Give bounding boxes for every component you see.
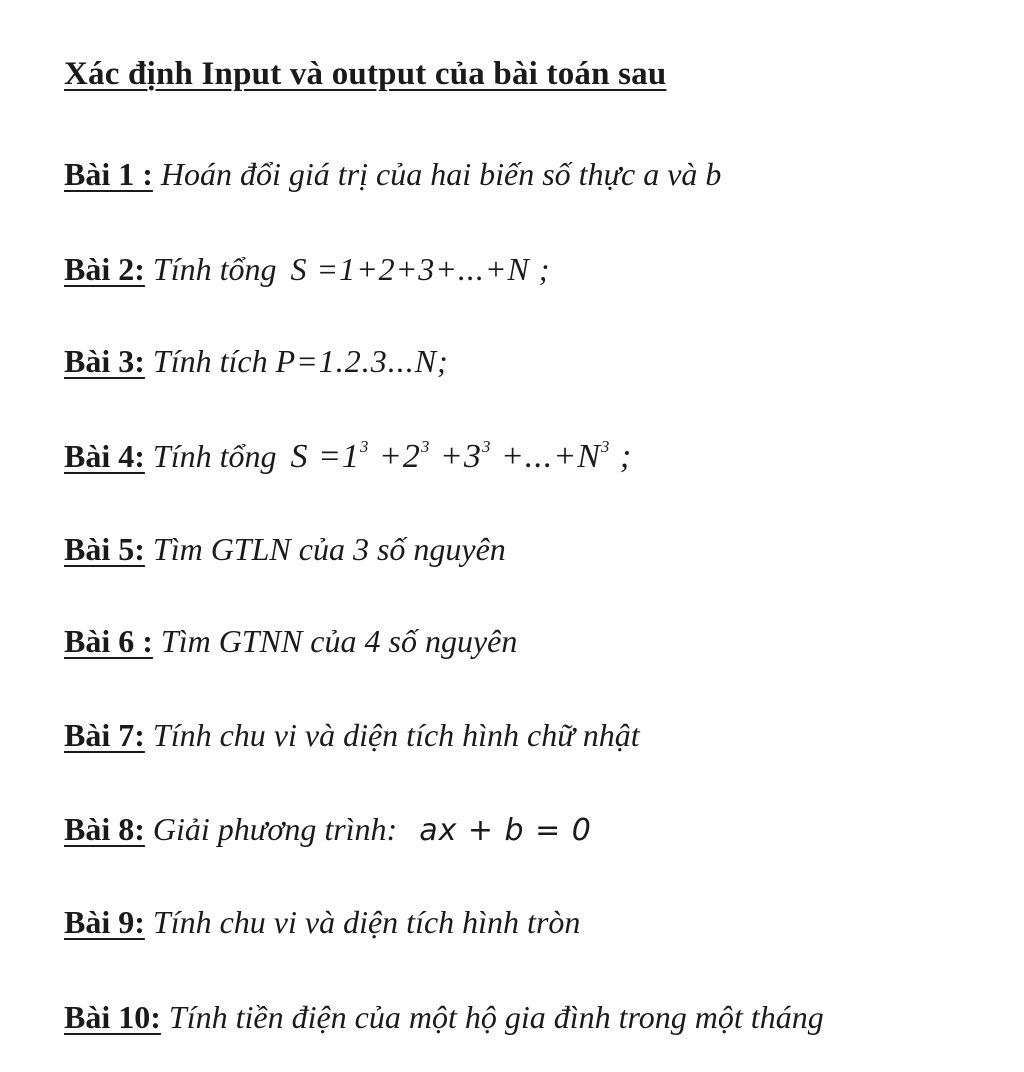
exercise-text: Tính chu vi và diện tích hình chữ nhật (152, 717, 640, 753)
formula-part: ; (610, 438, 633, 475)
exercise-text: Hoán đổi giá trị của hai biến số thực a và b (160, 156, 722, 192)
formula-part: +2 (369, 438, 421, 475)
exercise-label: Bài 9: (64, 904, 145, 940)
exponent: 3 (481, 437, 492, 456)
formula-part: S =1 (290, 438, 360, 475)
exercise-10 (64, 998, 824, 1036)
exercise-label: Bài 8: (64, 811, 145, 847)
exercise-2 (64, 250, 550, 288)
exercise-label: Bài 1 : (64, 156, 153, 192)
formula: P=1.2.3...N; (275, 343, 449, 379)
exercise-label: Bài 5: (64, 531, 145, 567)
exercise-7 (64, 716, 640, 754)
exercise-text: Tính tổng (152, 438, 277, 474)
exercise-label: Bài 4: (64, 438, 145, 474)
exercise-text: Tính tiền điện của một hộ gia đình trong một tháng (168, 999, 824, 1035)
exercise-3 (64, 342, 449, 380)
exercise-4 (64, 437, 632, 478)
formula-part: +3 (430, 438, 482, 475)
exponent: 3 (600, 437, 611, 456)
exercise-text: Tìm GTNN của 4 số nguyên (160, 623, 518, 659)
exercise-text: Tính chu vi và diện tích hình tròn (152, 904, 581, 940)
exercise-label: Bài 2: (64, 251, 145, 287)
formula (290, 438, 632, 475)
formula-part: +...+N (491, 438, 601, 475)
exercise-label: Bài 10: (64, 999, 161, 1035)
formula: ax + b = 0 (419, 813, 592, 848)
exercise-text: Tính tổng (152, 251, 277, 287)
exercise-label: Bài 6 : (64, 623, 153, 659)
exercise-5 (64, 530, 506, 568)
exercise-text: Giải phương trình: (152, 811, 398, 847)
exercise-9 (64, 903, 580, 941)
exercise-8 (64, 810, 592, 849)
exercise-label: Bài 7: (64, 717, 145, 753)
exercise-1 (64, 155, 721, 193)
exercise-text: Tìm GTLN của 3 số nguyên (152, 531, 506, 567)
exponent: 3 (359, 437, 370, 456)
exponent: 3 (420, 437, 431, 456)
exercise-label: Bài 3: (64, 343, 145, 379)
exercise-text: Tính tích (152, 343, 268, 379)
exercise-6 (64, 622, 517, 660)
formula: S =1+2+3+...+N ; (290, 251, 551, 287)
page-title: Xác định Input và output của bài toán sau (64, 56, 667, 92)
